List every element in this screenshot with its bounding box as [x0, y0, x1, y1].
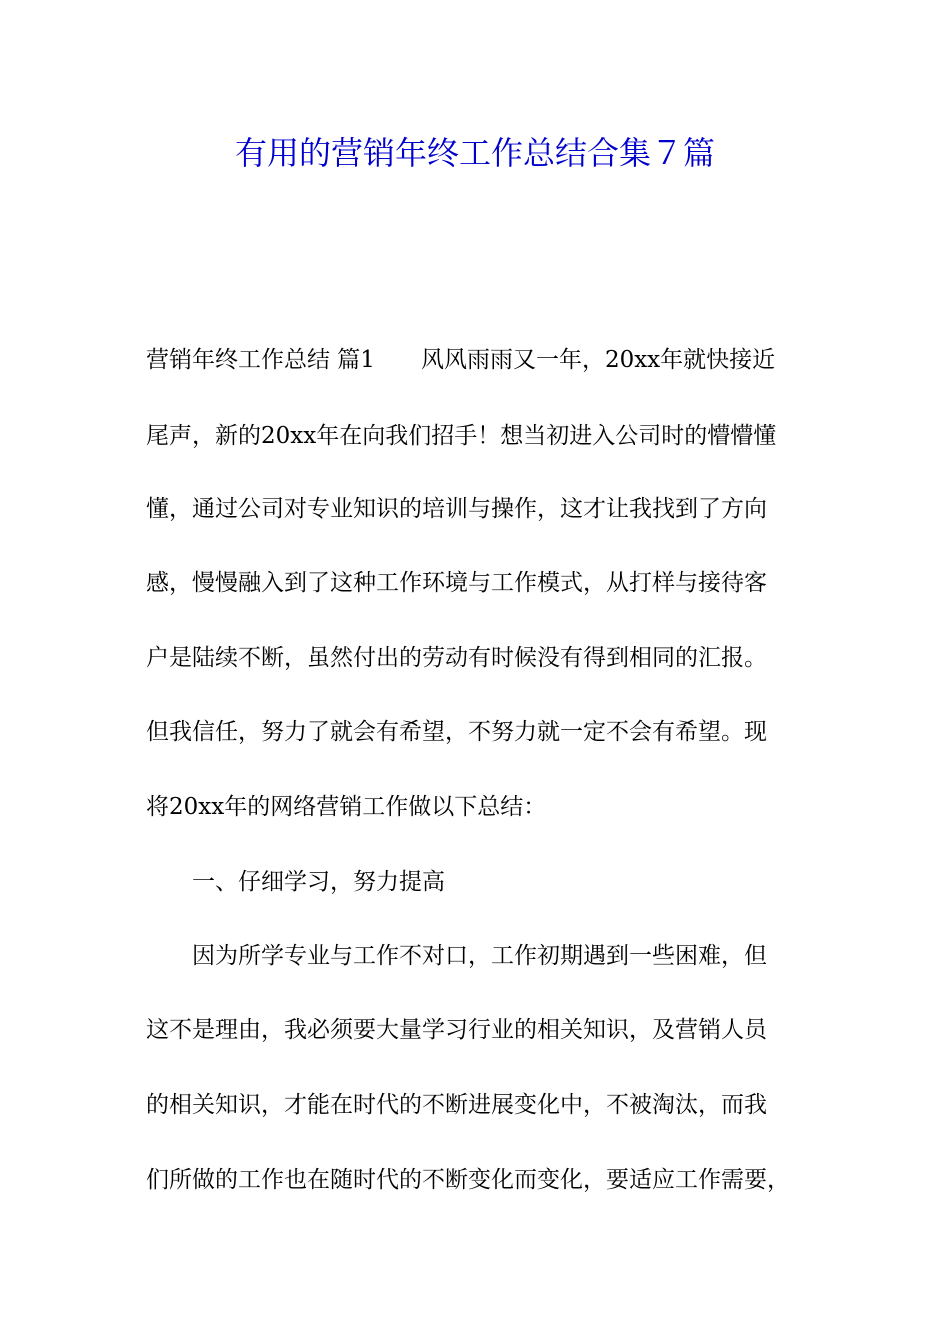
paragraph-line: 尾声，新的20xx年在向我们招手！想当初进入公司时的懵懵懂: [146, 423, 777, 449]
paragraph-line: 感，慢慢融入到了这种工作环境与工作模式，从打样与接待客: [146, 570, 767, 596]
paragraph-line: 但我信任，努力了就会有希望，不努力就一定不会有希望。现: [146, 719, 767, 745]
paragraph-line: 营销年终工作总结 篇1 风风雨雨又一年，20xx年就快接近: [146, 347, 776, 373]
paragraph-line: 这不是理由，我必须要大量学习行业的相关知识，及营销人员: [146, 1017, 767, 1043]
paragraph-line: 户是陆续不断，虽然付出的劳动有时候没有得到相同的汇报。: [146, 645, 767, 671]
paragraph-line: 懂，通过公司对专业知识的培训与操作，这才让我找到了方向: [146, 496, 767, 522]
section-heading: 一、仔细学习，努力提高: [192, 869, 445, 895]
paragraph-line: 们所做的工作也在随时代的不断变化而变化，要适应工作需要，: [146, 1167, 790, 1193]
paragraph-line: 因为所学专业与工作不对口，工作初期遇到一些困难，但: [192, 943, 767, 969]
document-title: 有用的营销年终工作总结合集７篇: [234, 134, 715, 172]
paragraph-line: 的相关知识，才能在时代的不断进展变化中，不被淘汰，而我: [146, 1092, 767, 1118]
paragraph-line: 将20xx年的网络营销工作做以下总结：: [146, 794, 547, 820]
